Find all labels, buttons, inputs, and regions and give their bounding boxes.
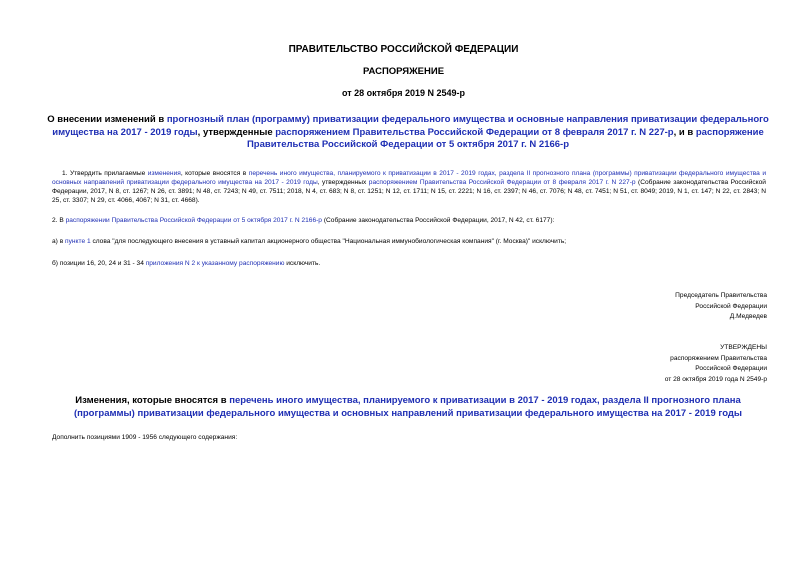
- approval-heading: УТВЕРЖДЕНЫ: [720, 344, 767, 351]
- p2-text-2: (Собрание законодательства Российской Федерации, 2017, N 42, ст. 6177):: [321, 217, 555, 224]
- paragraph-2b: [52, 260, 766, 269]
- title-text-2: , утвержденные: [197, 126, 276, 138]
- document-date-number: от 28 октября 2019 N 2549-р: [341, 88, 466, 98]
- signature-organization: Российской Федерации: [695, 302, 767, 310]
- title-text-3: , и в: [673, 126, 696, 138]
- p1-link-property-list[interactable]: перечень иного имущества, планируемого к приватизации в 2017 - 2019 годах, раздела II прогнозного плана (программы) приватизации федерального имущества и основных направлений приватизации федерального имущества на 2017 - 2019 годы: [52, 170, 766, 186]
- changes-title-text: Изменения, которые вносятся в: [75, 395, 230, 406]
- p3-text-1: а) в: [52, 238, 66, 245]
- title-link-order-2166[interactable]: распоряжение Правительства Российской Федерации от 5 октября 2017 г. N 2166-р: [246, 126, 764, 150]
- signature-block: [675, 291, 767, 323]
- p1-link-order-227[interactable]: распоряжением Правительства Российской Федерации от 8 февраля 2017 г. N 227-р: [368, 178, 636, 186]
- government-heading: ПРАВИТЕЛЬСТВО РОССИЙСКОЙ ФЕДЕРАЦИИ: [288, 44, 519, 55]
- signature-name: Д.Медведев: [729, 313, 767, 321]
- p1-text-1: 1. Утвердить прилагаемые: [62, 170, 148, 177]
- changes-title: [46, 395, 770, 420]
- p3-link-item-1[interactable]: пункте 1: [65, 238, 91, 245]
- paragraph-2: [52, 217, 766, 226]
- paragraph-1: [52, 170, 766, 206]
- p4-link-appendix-2[interactable]: приложения N 2 к указанному распоряжению: [145, 260, 285, 267]
- p2-text-1: 2. В: [52, 217, 66, 224]
- p3-text-2: слова "для последующего внесения в уставный капитал акционерного общества "Национальная иммунобиологическая компания" (г. Москва)" исключить;: [90, 238, 567, 245]
- p4-text-1: б) позиции 16, 20, 24 и 31 - 34: [52, 260, 146, 267]
- approval-line-2: распоряжением Правительства: [670, 354, 767, 362]
- p1-text-2: , которые вносятся в: [180, 170, 249, 177]
- document-type-heading: РАСПОРЯЖЕНИЕ: [362, 66, 445, 77]
- approval-date: от 28 октября 2019 года N 2549-р: [664, 375, 767, 383]
- p1-text-3: , утвержденных: [317, 178, 369, 186]
- changes-title-link[interactable]: перечень иного имущества, планируемого к приватизации в 2017 - 2019 годах, раздела II прогнозного плана (программы) приватизации федерального имущества и основных направлений приватизации федерального имущества на 2017 - 2019 годы: [73, 395, 743, 419]
- p1-link-changes[interactable]: изменения: [147, 170, 181, 177]
- title-text-1: О внесении изменений в: [47, 114, 167, 125]
- p2-link-order-2166[interactable]: распоряжении Правительства Российской Федерации от 5 октября 2017 г. N 2166-р: [65, 217, 322, 224]
- title-link-order-227[interactable]: распоряжением Правительства Российской Федерации от 8 февраля 2017 г. N 227-р: [275, 126, 674, 138]
- p4-text-2: исключить.: [284, 260, 321, 267]
- approval-line-3: Российской Федерации: [695, 365, 767, 373]
- title-link-plan[interactable]: прогнозный план (программу) приватизации федерального имущества и основные направления приватизации федерального имущества на 2017 - 2019 годы: [52, 114, 769, 138]
- document-title: [46, 114, 770, 152]
- signature-position: Председатель Правительства: [675, 292, 767, 299]
- approval-stamp: [665, 343, 767, 385]
- paragraph-2a: [52, 238, 766, 247]
- paragraph-addition: Дополнить позициями 1909 - 1956 следующего содержания:: [52, 434, 238, 441]
- p1-text-4: (Собрание законодательства Российской Федерации, 2017, N 8, ст. 1267; N 26, ст. 3891; N 48, ст. 7243; N 49, ст. 7511; 2018, N 4, ст. 683; N 8, ст. 1251; N 12, ст. 1711; N 15, ст. 2221; N 16, ст. 2397; N 46, ст. 7076; N 48, ст. 7451; N 51, ст. 8049; 2019, N 1, ст. 147; N 22, ст. 2843; N 25, ст. 3307; N 29, ст. 4066, 4067; N 31, ст. 4668).: [52, 178, 766, 204]
